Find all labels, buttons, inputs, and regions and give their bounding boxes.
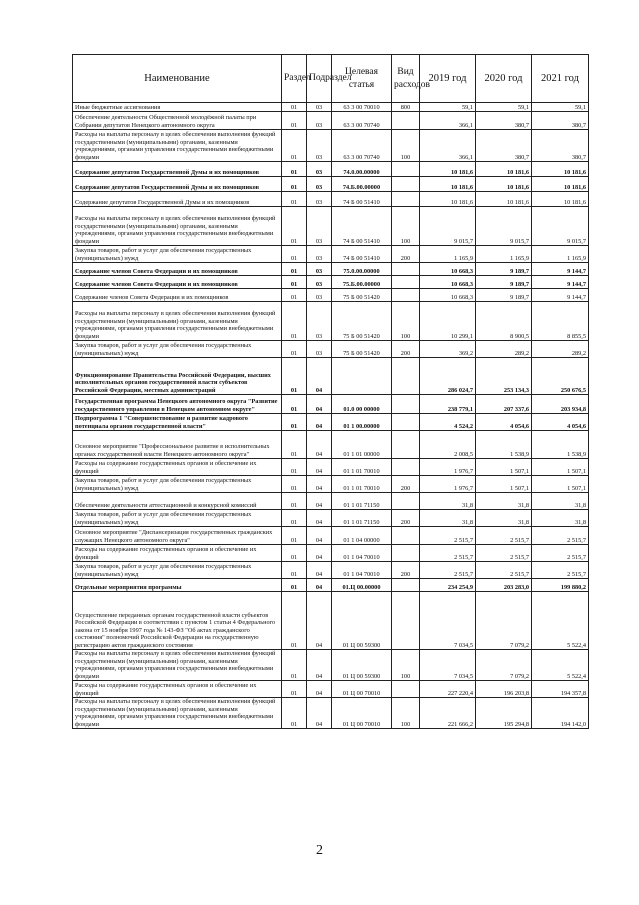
cell-vid [392,527,420,545]
cell-vid [392,177,420,192]
cell-2019: 2 515,7 [420,562,476,579]
cell-2019: 10 668,3 [420,276,476,289]
cell-podrazdel: 04 [307,527,332,545]
cell-2019: 59,1 [420,103,476,112]
cell-name: Обеспечение деятельности аттестационной и конкурсной комиссий [73,493,282,510]
cell-2021: 5 522,4 [532,592,589,650]
table-row [73,510,589,527]
cell-2021: 9 144,7 [532,289,589,302]
cell-podrazdel: 03 [307,177,332,192]
cell-2019: 227 220,4 [420,681,476,698]
header-podrazdel: Подраздел [307,55,332,103]
cell-2021: 9 144,7 [532,276,589,289]
cell-name: Отдельные мероприятия программы [73,579,282,592]
cell-target: 01 1 04 00000 [332,527,392,545]
cell-podrazdel: 04 [307,431,332,459]
header-name: Наименование [73,55,282,103]
cell-2019: 7 034,5 [420,650,476,681]
cell-podrazdel: 04 [307,414,332,431]
table-header [73,55,589,103]
cell-2019: 10 668,3 [420,289,476,302]
table-row [73,476,589,493]
cell-vid [392,192,420,207]
table-row [73,592,589,650]
cell-podrazdel: 03 [307,103,332,112]
cell-target: 75.Б.00.00000 [332,276,392,289]
cell-name: Содержание членов Совета Федерации и их помощников [73,263,282,276]
cell-razdel: 01 [282,192,307,207]
table-row [73,263,589,276]
cell-name: Закупка товаров, работ и услуг для обеспечения государственных (муниципальных) нужд [73,341,282,358]
cell-2021: 59,1 [532,103,589,112]
cell-name: Содержание членов Совета Федерации и их помощников [73,289,282,302]
cell-name: Основное мероприятие "Профессиональное развитие в исполнительных органах государственной власти Ненецкого автономного округа" [73,431,282,459]
cell-target: 01 Ц 00 59300 [332,592,392,650]
cell-2019: 1 165,9 [420,246,476,263]
cell-2020: 9 189,7 [476,276,532,289]
cell-name: Закупка товаров, работ и услуг для обеспечения государственных (муниципальных) нужд [73,476,282,493]
cell-podrazdel: 04 [307,681,332,698]
cell-razdel: 01 [282,358,307,395]
table-row [73,162,589,177]
cell-target: 75.0.00.00000 [332,263,392,276]
table-row [73,681,589,698]
cell-2020: 196 203,8 [476,681,532,698]
cell-razdel: 01 [282,395,307,414]
cell-podrazdel: 03 [307,246,332,263]
cell-podrazdel: 04 [307,493,332,510]
cell-2020: 9 189,7 [476,289,532,302]
cell-razdel: 01 [282,698,307,729]
cell-razdel: 01 [282,510,307,527]
cell-name: Осуществление переданных органам государственной власти субъектов Российской Федерации в соответствии с пунктом 1 статьи 4 Федерального закона от 15 ноября 1997 года № 143-ФЗ "Об актах гражданского состояния" полномочий Российской Федерации на государственную регистрацию актов гражданского состояния [73,592,282,650]
cell-2019: 1 976,7 [420,476,476,493]
table-row [73,289,589,302]
cell-2020: 1 538,9 [476,431,532,459]
cell-vid [392,276,420,289]
cell-podrazdel: 04 [307,562,332,579]
cell-name: Расходы на содержание государственных органов и обеспечение их функций [73,459,282,476]
cell-razdel: 01 [282,276,307,289]
cell-razdel: 01 [282,263,307,276]
cell-2021: 4 054,6 [532,414,589,431]
cell-razdel: 01 [282,103,307,112]
cell-2020: 380,7 [476,130,532,162]
cell-2019: 9 015,7 [420,207,476,246]
cell-name: Расходы на выплаты персоналу в целях обеспечения выполнения функций государственными (муниципальными) органами, казенными учреждениями, органами управления государственными внебюджетными фондами [73,302,282,341]
cell-target: 01 1 01 00000 [332,431,392,459]
cell-razdel: 01 [282,162,307,177]
cell-vid [392,545,420,562]
table-row [73,302,589,341]
cell-2021: 2 515,7 [532,562,589,579]
cell-name: Расходы на выплаты персоналу в целях обеспечения выполнения функций государственными (муниципальными) органами, казенными учреждениями, органами управления государственными внебюджетными фондами [73,650,282,681]
cell-podrazdel: 03 [307,207,332,246]
cell-podrazdel: 04 [307,592,332,650]
cell-vid: 200 [392,510,420,527]
cell-target: 01 1 00.00000 [332,414,392,431]
cell-podrazdel: 04 [307,650,332,681]
page-number: 2 [316,843,323,858]
cell-target: 01 1 01 70010 [332,476,392,493]
cell-2020: 10 181,6 [476,192,532,207]
cell-2019: 2 008,5 [420,431,476,459]
cell-target: 75 Б 00 51420 [332,289,392,302]
cell-target: 75 Б 00 51420 [332,341,392,358]
cell-name: Расходы на выплаты персоналу в целях обеспечения выполнения функций государственными (муниципальными) органами, казенными учреждениями, органами управления государственными внебюджетными фондами [73,698,282,729]
header-2020: 2020 год [476,55,532,103]
cell-2021: 289,2 [532,341,589,358]
cell-2019: 10 181,6 [420,177,476,192]
cell-name: Закупка товаров, работ и услуг для обеспечения государственных (муниципальных) нужд [73,562,282,579]
cell-razdel: 01 [282,493,307,510]
cell-vid [392,112,420,130]
cell-razdel: 01 [282,681,307,698]
cell-2021: 5 522,4 [532,650,589,681]
cell-2020: 1 165,9 [476,246,532,263]
cell-2020: 7 079,2 [476,592,532,650]
cell-vid: 100 [392,698,420,729]
cell-target: 01 1 01 71150 [332,510,392,527]
cell-2019: 234 254,9 [420,579,476,592]
cell-2021: 9 015,7 [532,207,589,246]
cell-2019: 1 976,7 [420,459,476,476]
cell-razdel: 01 [282,302,307,341]
cell-2020: 253 134,3 [476,358,532,395]
cell-vid [392,459,420,476]
cell-podrazdel: 04 [307,459,332,476]
cell-target: 01 Ц 00 59300 [332,650,392,681]
table-row [73,562,589,579]
cell-2020: 207 337,6 [476,395,532,414]
cell-target: 01 1 01 70010 [332,459,392,476]
cell-2021: 380,7 [532,130,589,162]
cell-2019: 31,8 [420,510,476,527]
cell-name: Государственная программа Ненецкого автономного округа "Развитие государственного управления в Ненецком автономном округе" [73,395,282,414]
cell-2021: 2 515,7 [532,545,589,562]
table-row [73,177,589,192]
cell-name: Содержание депутатов Государственной Думы и их помощников [73,162,282,177]
cell-name: Функционирование Правительства Российской Федерации, высших исполнительных органов государственной власти субъектов Российской Федерации, местных администраций [73,358,282,395]
cell-name: Обеспечение деятельности Общественной молодёжной палаты при Собрании депутатов Ненецкого автономного округа [73,112,282,130]
cell-2021: 9 144,7 [532,263,589,276]
cell-target: 74 Б 00 51410 [332,192,392,207]
cell-2020: 195 294,8 [476,698,532,729]
header-target: Целевая статья [332,55,392,103]
cell-2021: 10 181,6 [532,162,589,177]
cell-vid: 200 [392,341,420,358]
cell-2021: 31,8 [532,493,589,510]
cell-2020: 9 189,7 [476,263,532,276]
cell-name: Расходы на содержание государственных органов и обеспечение их функций [73,681,282,698]
cell-target: 63 3 00 70010 [332,103,392,112]
cell-vid [392,263,420,276]
header-razdel: Раздел [282,55,307,103]
cell-razdel: 01 [282,414,307,431]
cell-name: Закупка товаров, работ и услуг для обеспечения государственных (муниципальных) нужд [73,246,282,263]
cell-name: Расходы на выплаты персоналу в целях обеспечения выполнения функций государственными (муниципальными) органами, казенными учреждениями, органами управления государственными внебюджетными фондами [73,207,282,246]
cell-2021: 194 142,0 [532,698,589,729]
cell-2019: 238 779,1 [420,395,476,414]
cell-razdel: 01 [282,177,307,192]
cell-name: Содержание депутатов Государственной Думы и их помощников [73,177,282,192]
cell-razdel: 01 [282,130,307,162]
cell-name: Расходы на содержание государственных органов и обеспечение их функций [73,545,282,562]
cell-name: Подпрограмма 1 "Совершенствование и развитие кадрового потенциала органов государственной власти" [73,414,282,431]
cell-target: 74 Б 00 51410 [332,207,392,246]
cell-razdel: 01 [282,207,307,246]
table-row [73,130,589,162]
cell-vid: 100 [392,650,420,681]
cell-name: Основное мероприятие "Диспансеризация государственных гражданских служащих Ненецкого автономного округа" [73,527,282,545]
cell-2020: 203 283,0 [476,579,532,592]
cell-2020: 289,2 [476,341,532,358]
cell-2020: 9 015,7 [476,207,532,246]
cell-2021: 380,7 [532,112,589,130]
header-2021: 2021 год [532,55,589,103]
cell-2020: 2 515,7 [476,527,532,545]
cell-2019: 10 668,3 [420,263,476,276]
cell-2020: 4 054,6 [476,414,532,431]
table-row [73,341,589,358]
cell-podrazdel: 04 [307,476,332,493]
table-row [73,192,589,207]
cell-2020: 10 181,6 [476,177,532,192]
budget-table [72,54,589,729]
table-row [73,207,589,246]
cell-2019: 366,1 [420,130,476,162]
cell-2019: 286 024,7 [420,358,476,395]
cell-2020: 31,8 [476,510,532,527]
cell-target: 01.0 00 00000 [332,395,392,414]
cell-vid: 100 [392,130,420,162]
cell-razdel: 01 [282,289,307,302]
cell-2019: 369,2 [420,341,476,358]
cell-razdel: 01 [282,579,307,592]
cell-2021: 8 855,5 [532,302,589,341]
cell-target: 01 Ц 00 70010 [332,698,392,729]
table-row [73,493,589,510]
cell-2020: 2 515,7 [476,545,532,562]
table-row [73,112,589,130]
cell-2019: 10 299,1 [420,302,476,341]
cell-razdel: 01 [282,431,307,459]
cell-razdel: 01 [282,341,307,358]
cell-vid [392,414,420,431]
cell-2021: 10 181,6 [532,192,589,207]
cell-2021: 250 676,5 [532,358,589,395]
cell-podrazdel: 04 [307,358,332,395]
cell-2019: 10 181,6 [420,192,476,207]
cell-podrazdel: 03 [307,341,332,358]
cell-vid [392,592,420,650]
cell-podrazdel: 03 [307,162,332,177]
cell-vid [392,579,420,592]
cell-vid [392,162,420,177]
table-row [73,545,589,562]
cell-2019: 31,8 [420,493,476,510]
cell-razdel: 01 [282,562,307,579]
table-row [73,103,589,112]
cell-vid [392,681,420,698]
table-row [73,527,589,545]
cell-2021: 2 515,7 [532,527,589,545]
cell-2020: 31,8 [476,493,532,510]
cell-2021: 1 507,1 [532,476,589,493]
cell-razdel: 01 [282,650,307,681]
cell-target: 01 1 04 70010 [332,562,392,579]
cell-target: 63 3 00 70740 [332,130,392,162]
cell-vid [392,493,420,510]
cell-target: 01 Ц 00 70010 [332,681,392,698]
cell-target: 74 Б 00 51410 [332,246,392,263]
cell-vid: 100 [392,207,420,246]
cell-vid: 100 [392,302,420,341]
table-row [73,698,589,729]
cell-vid: 200 [392,562,420,579]
cell-podrazdel: 04 [307,510,332,527]
cell-podrazdel: 03 [307,112,332,130]
table-row [73,246,589,263]
cell-name: Расходы на выплаты персоналу в целях обеспечения выполнения функций государственными (муниципальными) органами, казенными учреждениями, органами управления государственными внебюджетными фондами [73,130,282,162]
cell-2021: 31,8 [532,510,589,527]
cell-podrazdel: 03 [307,263,332,276]
cell-2021: 1 507,1 [532,459,589,476]
cell-razdel: 01 [282,459,307,476]
cell-2020: 1 507,1 [476,459,532,476]
cell-2019: 221 666,2 [420,698,476,729]
cell-podrazdel: 03 [307,130,332,162]
cell-razdel: 01 [282,112,307,130]
cell-vid: 800 [392,103,420,112]
cell-podrazdel: 04 [307,698,332,729]
cell-2021: 194 357,8 [532,681,589,698]
cell-2019: 4 524,2 [420,414,476,431]
table-row [73,650,589,681]
table-row [73,414,589,431]
cell-podrazdel: 03 [307,276,332,289]
cell-podrazdel: 03 [307,289,332,302]
cell-podrazdel: 04 [307,395,332,414]
cell-2019: 366,1 [420,112,476,130]
cell-target: 01.Ц 00.00000 [332,579,392,592]
cell-vid [392,395,420,414]
cell-2021: 10 181,6 [532,177,589,192]
cell-target: 74.Б.00.00000 [332,177,392,192]
cell-razdel: 01 [282,592,307,650]
cell-podrazdel: 04 [307,579,332,592]
cell-2020: 8 900,5 [476,302,532,341]
cell-2021: 1 165,9 [532,246,589,263]
header-vid: Вид расходов [392,55,420,103]
cell-target: 01 1 01 71150 [332,493,392,510]
header-2019: 2019 год [420,55,476,103]
cell-razdel: 01 [282,527,307,545]
cell-2020: 59,1 [476,103,532,112]
cell-2020: 1 507,1 [476,476,532,493]
cell-target: 75 Б 00 51420 [332,302,392,341]
cell-podrazdel: 03 [307,192,332,207]
cell-2021: 203 934,8 [532,395,589,414]
cell-vid [392,431,420,459]
cell-target [332,358,392,395]
cell-razdel: 01 [282,545,307,562]
cell-vid [392,289,420,302]
cell-2020: 2 515,7 [476,562,532,579]
table-row [73,431,589,459]
cell-razdel: 01 [282,476,307,493]
table-row [73,276,589,289]
cell-2019: 10 181,6 [420,162,476,177]
cell-target: 63 3 00 70740 [332,112,392,130]
cell-vid [392,358,420,395]
cell-razdel: 01 [282,246,307,263]
cell-name: Содержание депутатов Государственной Думы и их помощников [73,192,282,207]
cell-podrazdel: 04 [307,545,332,562]
cell-2020: 10 181,6 [476,162,532,177]
cell-target: 74.0.00.00000 [332,162,392,177]
cell-2020: 380,7 [476,112,532,130]
table-row [73,459,589,476]
cell-2021: 199 880,2 [532,579,589,592]
cell-2019: 2 515,7 [420,527,476,545]
table-body [73,103,589,729]
cell-vid: 200 [392,246,420,263]
cell-name: Иные бюджетные ассигнования [73,103,282,112]
cell-2019: 7 034,5 [420,592,476,650]
cell-podrazdel: 03 [307,302,332,341]
cell-name: Содержание членов Совета Федерации и их помощников [73,276,282,289]
cell-2020: 7 079,2 [476,650,532,681]
cell-name: Закупка товаров, работ и услуг для обеспечения государственных (муниципальных) нужд [73,510,282,527]
cell-target: 01 1 04 70010 [332,545,392,562]
cell-vid: 200 [392,476,420,493]
table-row [73,395,589,414]
cell-2021: 1 538,9 [532,431,589,459]
table-row [73,358,589,395]
table-row [73,579,589,592]
cell-2019: 2 515,7 [420,545,476,562]
